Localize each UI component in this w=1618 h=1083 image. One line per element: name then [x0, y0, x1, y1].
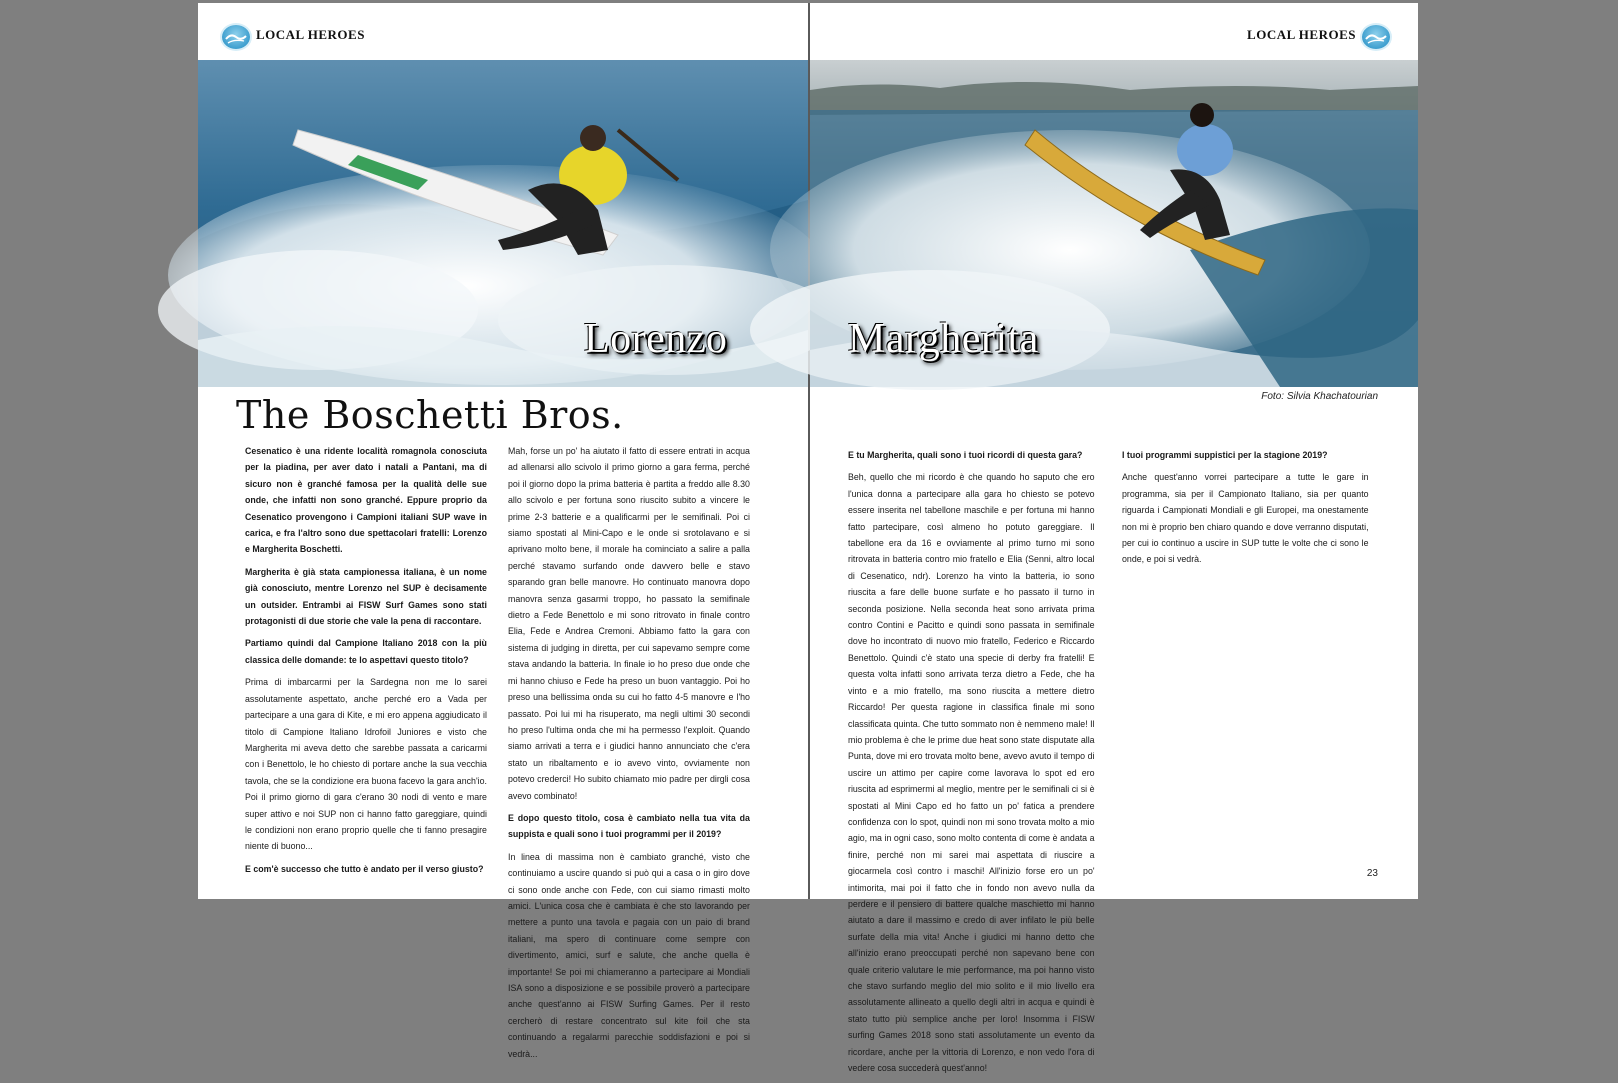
- section-label: LOCAL HEROES: [256, 27, 365, 42]
- answer-1: Prima di imbarcarmi per la Sardegna non me lo sarei assolutamente aspettato, anche perché ero a Vada per partecipare a una gara di Kite, e mi ero appena aggiudicato il titolo di Campione Italiano Idrofoil Juniores e visto che Margherita mi aveva detto che sarebbe passata a caricarmi con i Benettolo, le ho chiesto di portare anche la sua vecchia tavola, che se la condizione era buona facevo la gara anch'io. Poi il primo giorno di gara c'erano 30 nodi di vento e mare super attivo e noi SUP non ci hanno fatto gareggiare, quindi le condizioni non erano proprio quelle che ti fanno presagire niente di buono...: [245, 677, 487, 853]
- question-3: E dopo questo titolo, cosa è cambiato nella tua vita da suppista e quali sono i tuoi programmi per il 2019?: [508, 812, 750, 841]
- margherita-photo: [810, 60, 1418, 387]
- left-page: [198, 3, 808, 1060]
- question-1: Partiamo quindi dal Campione Italiano 2018 con la più classica delle domande: te lo aspettavi questo titolo?: [245, 638, 487, 666]
- section-label: LOCAL HEROES: [1247, 27, 1356, 42]
- right-header: [810, 3, 1418, 60]
- article-title: The Boschetti Bros.: [236, 393, 624, 437]
- photo-credit: Foto: Silvia Khachatourian: [1261, 391, 1378, 402]
- intro-paragraph-2: Margherita è già stata campionessa italiana, è un nome già conosciuto, mentre Lorenzo nel SUP è decisamente un outsider. Entrambi ai FISW Surf Games sono stati protagonisti di due storie che vale la pena di raccontare.: [245, 566, 487, 628]
- column-2: [508, 444, 750, 1069]
- column-1: [245, 444, 487, 884]
- answer-2: Mah, forse un po' ha aiutato il fatto di essere entrati in acqua ad allenarsi allo scivolo il primo giorno a gara ferma, perché poi il giorno dopo la prima batteria è partita a freddo alle 8.30 allo scivolo e per fortuna sono riuscito subito a vincere le prime 2-3 batterie e a qualificarmi per le semifinali. Poi ci siamo spostati al Mini-Capo e le onde si srotolavano e si aprivano molto bene, il morale ha cominciato a salire a palla perché stavamo surfando onde davvero belle e stavo sparando gran belle manovre. Ho continuato manovra dopo manovra senza gasarmi troppo, ho passato la semifinale dietro a Fede Benettolo e mi sono ritrovato in finale contro Elia, Fede e Andrea Cremoni. Abbiamo fatto la gara con sistema di judging in diretta, per cui sapevamo sempre come stava andando la batteria. In finale io ho preso due onde che mi hanno chiuso e Fede ha preso un buon vantaggio. Poi ho preso una bellissima onda su cui ho fatto 4-5 manovre e l'ho passato. Poi lui mi ha risuperato, ma negli ultimi 30 secondi ho preso l'ultima onda che mi ha permesso l'exploit. Quando siamo arrivati a terra e i giudici hanno annunciato che c'era stato un ribaltamento e io avevo vinto, ovviamente non potevo crederci! Ho subito chiamato mio padre per dirgli cosa avevo combinato!: [508, 446, 750, 802]
- column-3: [848, 444, 1095, 1083]
- right-page: [810, 3, 1418, 1075]
- lorenzo-name-title: Lorenzo: [584, 316, 728, 362]
- answer-4: Beh, quello che mi ricordo è che quando ho saputo che ero l'unica donna a partecipare alla gara ho chiesto se potevo essere inserita nel tabellone maschile e per fortuna mi hanno fatto partecipare, così almeno ho potuto gareggiare. Il tabellone era da 16 e ovviamente al primo turno mi sono ritrovata in batteria contro mio fratello e Elia (Senni, altro local di Cesenatico, ndr). Lorenzo ha vinto la batteria, io sono riuscita a fare delle buone surfate e ho passato il turno in seconda posizione. Nella seconda heat sono arrivata prima contro Contini e Pacitto e quindi sono passata in semifinale dove ho incontrato di nuovo mio fratello, Federico e Riccardo Benettolo. Quindi c'è stato una specie di derby fra fratelli! E questa volta infatti sono arrivata terza dietro a Fede, che ha vinto e a mio fratello, ma sono riuscita a mettere dietro Riccardo! Per questa ragione in classifica finale mi sono classificata quinta. Che tutto sommato non è nemmeno male! Il mio problema è che le prime due heat sono state disputate alla Punta, dove mi ero trovata molto bene, avevo avuto il tempo di uscire un attimo per capire come lavorava lo spot ed ero riuscita ad esprimermi al meglio, mentre per le semifinali ci si è spostati al Mini Capo ed ho fatto un po' fatica a prendere confidenza con lo spot, quindi non mi sono trovata molto a mio agio, ma in ogni caso, sono molto contenta di come è andata a finire, perché non mi sarei mai aspettata di riuscire a giocarmela così contro i maschi! All'inizio forse ero un po' intimorita, mai poi il fatto che in fondo non avevo nulla da perdere e il pensiero di battere qualche maschietto mi hanno aiutato a dare il massimo e credo di aver infilato le più belle surfate della mia vita! Anche i giudici mi hanno detto che all'inizio erano preoccupati perché non sapevano bene con quale criterio valutare le mie performance, ma poi hanno visto che stavo surfando meglio del mio solito e il mio livello era assolutamente allineato a quello degli altri in acqua e quindi è stato tutto più semplice anche per loro! Insomma i FISW surfing Games 2018 sono stati assolutamente un evento da ricordare, anche per la vittoria di Lorenzo, e non vedo l'ora di vedere cosa succederà quest'anno!: [848, 472, 1095, 1075]
- left-header: [198, 3, 808, 60]
- answer-5: Anche quest'anno vorrei partecipare a tutte le gare in programma, sia per il Campionato Italiano, sia per quanto riguarda i Campionati Mondiali e gli Europei, ma onestamente non mi è proprio ben chiaro quando e dove verranno disputati, per cui io continuo a uscire in SUP tutte le volte che ci sono le onde, e poi si vedrà.: [1122, 472, 1369, 566]
- magazine-logo-icon: [1362, 25, 1390, 49]
- intro-paragraph-1: Cesenatico è una ridente località romagnola conosciuta per la piadina, per aver dato i natali a Pantani, ma di sicuro non è granché famosa per la qualità delle sue onde, che infatti non sono granché. Eppure proprio da Cesenatico provengono i Campioni italiani SUP wave in carica, e fra l'altro sono due spettacolari fratelli: Lorenzo e Margherita Boschetti.: [245, 446, 487, 556]
- question-2: E com'è successo che tutto è andato per il verso giusto?: [245, 863, 484, 875]
- column-4: [1122, 444, 1369, 575]
- page-number: 23: [1366, 868, 1378, 879]
- magazine-logo-icon: [222, 25, 250, 49]
- question-5: I tuoi programmi suppistici per la stagione 2019?: [1122, 450, 1328, 461]
- margherita-name-title: Margherita: [848, 316, 1039, 362]
- answer-3: In linea di massima non è cambiato granché, visto che continuiamo a uscire quando si può qui a casa o in giro dove ci sono onde anche con Fede, con cui siamo rimasti molto amici. L'unica cosa che è cambiata è che sto lavorando per mettere a punto una tavola e pagaia con un paio di brand italiani, ma spero di continuare come sempre con divertimento, amici, surf e salute, che anche quella è importante! Se poi mi chiameranno a partecipare ai Mondiali ISA sono a disposizione e se possibile proverò a partecipare anche quest'anno ai FISW Surfing Games. Per il resto cercherò di restare concentrato sul kite foil che sta continuando a regalarmi parecchie soddisfazioni e poi si vedrà...: [508, 851, 750, 1060]
- lorenzo-photo: [198, 60, 808, 387]
- question-4: E tu Margherita, quali sono i tuoi ricordi di questa gara?: [848, 450, 1083, 461]
